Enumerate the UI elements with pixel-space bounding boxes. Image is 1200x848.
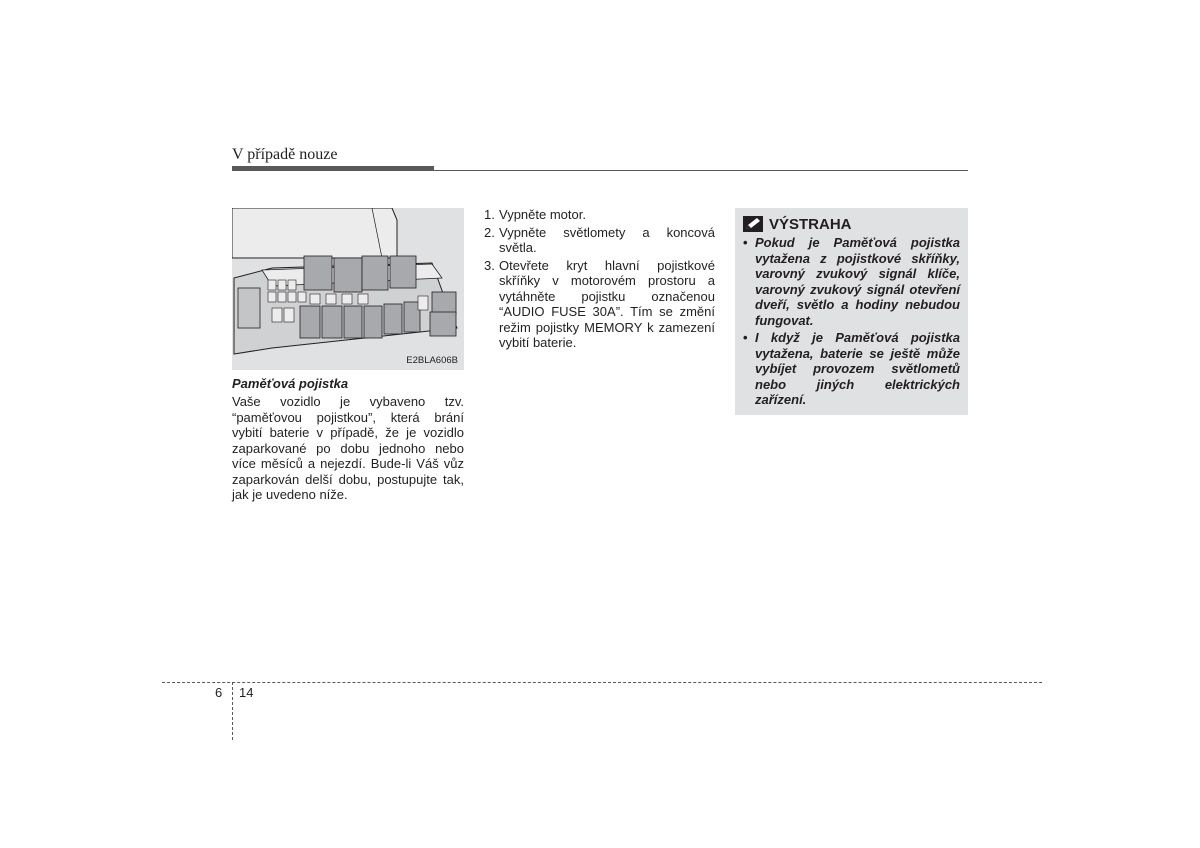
- warning-pencil-icon: [743, 216, 763, 232]
- footer-rule: [162, 682, 1042, 683]
- step-text: Vypněte světlomety a koncová světla.: [499, 224, 715, 255]
- step-number: 3.: [484, 257, 495, 273]
- warning-item: [743, 330, 960, 408]
- procedure-steps: [484, 207, 715, 353]
- header-rule: [232, 170, 968, 171]
- step-number: 1.: [484, 207, 495, 222]
- bullet: •: [743, 330, 748, 345]
- page-number: 14: [239, 685, 254, 700]
- step-item: [484, 225, 715, 256]
- section-title: V případě nouze: [232, 146, 338, 163]
- warning-item: [743, 235, 960, 328]
- warning-text: I když je Paměťová pojistka vytažena, baterie se ještě může vybíjet provozem světlometů nebo jiných elektrických zařízení.: [755, 330, 960, 407]
- fuse-box-drawing: [232, 208, 464, 370]
- step-text: Vypněte motor.: [499, 207, 586, 222]
- warning-list: [743, 235, 960, 408]
- chapter-number: 6: [215, 685, 223, 700]
- bullet: •: [743, 235, 748, 250]
- warning-text: Pokud je Paměťová pojistka vytažena z pojistkové skříňky, varovný zvukový signál klíče, varovný zvukový signál otevření dveří, světlo a hodiny nebudou fungovat.: [755, 235, 960, 328]
- fuse-box-illustration: [232, 208, 464, 370]
- warning-header: [743, 214, 960, 234]
- step-item: [484, 207, 715, 223]
- memory-fuse-paragraph: Vaše vozidlo je vybaveno tzv. “paměťovou pojistkou”, která brání vybití baterie v případě, že je vozidlo zaparkované po dobu jednoho nebo více měsíců a nejezdí. Bude-li Váš vůz zaparkován delší dobu, postupujte tak, jak je uvedeno níže.: [232, 394, 464, 502]
- step-text: Otevřete kryt hlavní pojistkové skříňky v motorovém prostoru a vytáhněte pojistku označenou “AUDIO FUSE 30A”. Tím se změní režim pojistky MEMORY k zamezení vybití baterie.: [499, 257, 715, 350]
- warning-box: [735, 208, 968, 415]
- footer-divider: [232, 682, 233, 740]
- warning-title: VÝSTRAHA: [769, 215, 852, 233]
- step-item: [484, 258, 715, 351]
- figure-code: E2BLA606B: [406, 355, 458, 366]
- step-number: 2.: [484, 224, 495, 240]
- subsection-heading: Paměťová pojistka: [232, 376, 349, 391]
